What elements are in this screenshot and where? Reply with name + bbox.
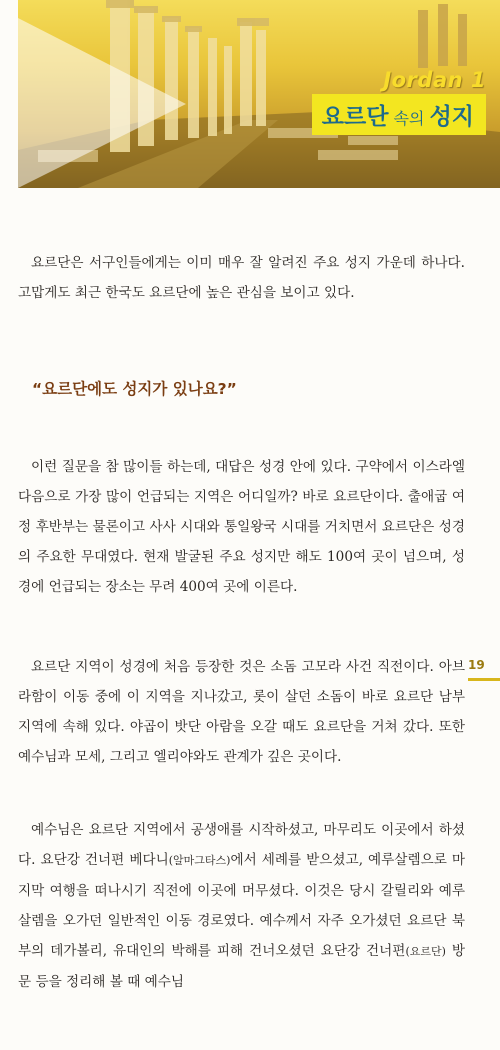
banner-title-end: 성지 [429,104,474,130]
paragraph-3-part-2: 에서 세례를 받으셨고, 예루살렘으로 마지막 여행을 떠나시기 직전에 이곳에 머무셨다. 이것은 당시 갈릴리와 예루살렘을 오가던 일반적인 이동 경로였다. 예수께서 자주 오가셨던 요르단 북부의 데가볼리, 유대인의 박해를 피해 건너오셨던 요단강 건너편 [18,852,465,959]
banner-title-mid: 속의 [393,109,425,128]
banner-title [312,94,486,135]
paragraph-3-part-1: 예수님은 요르단 지역에서 공생애를 시작하셨고, 마무리도 이곳에서 하셨다. 요단강 건너편 베다니 [18,822,465,868]
paragraph-1: 이런 질문을 참 많이들 하는데, 대답은 성경 안에 있다. 구약에서 이스라엘 다음으로 가장 많이 언급되는 지역은 어디일까? 바로 요르단이다. 출애굽 여정 후반부는 물론이고 사사 시대와 통일왕국 시대를 거치면서 요르단은 성경의 주요한 무대였다. 현재 발굴된 주요 성지만 해도 100여 곳이 넘으며, 성경에 언급되는 장소는 무려 400여 곳에 이른다. [18,459,465,595]
hero-banner [18,0,500,188]
banner-title-main: 요르단 [321,104,389,130]
intro-paragraph: 요르단은 서구인들에게는 이미 매우 잘 알려진 주요 성지 가운데 하나다. 고맙게도 최근 한국도 요르단에 높은 관심을 보이고 있다. [18,255,465,301]
paragraph-3-paren-2: (요르단) [405,945,446,958]
paragraph-3-paren-1: (알마그타스) [168,854,231,867]
page-number-underline [468,678,500,681]
paragraph-3 [18,815,465,997]
banner-title-block [312,68,486,135]
paragraph-3-part-3: 방문 등을 정리해 볼 때 예수님 [18,943,465,990]
section-heading: “요르단에도 성지가 있나요?” [32,380,237,398]
paragraph-2: 요르단 지역이 성경에 처음 등장한 것은 소돔 고모라 사건 직전이다. 아브라함이 이동 중에 이 지역을 지나갔고, 롯이 살던 소돔이 바로 요르단 남부 지역에 속해 있다. 야곱이 밧단 아람을 오갈 때도 요르단을 거쳐 갔다. 또한 예수님과 모세, 그리고 엘리야와도 관계가 깊은 곳이다. [18,659,465,765]
page-number: 19 [468,658,485,672]
banner-country-label: Jordan 1 [383,68,486,92]
